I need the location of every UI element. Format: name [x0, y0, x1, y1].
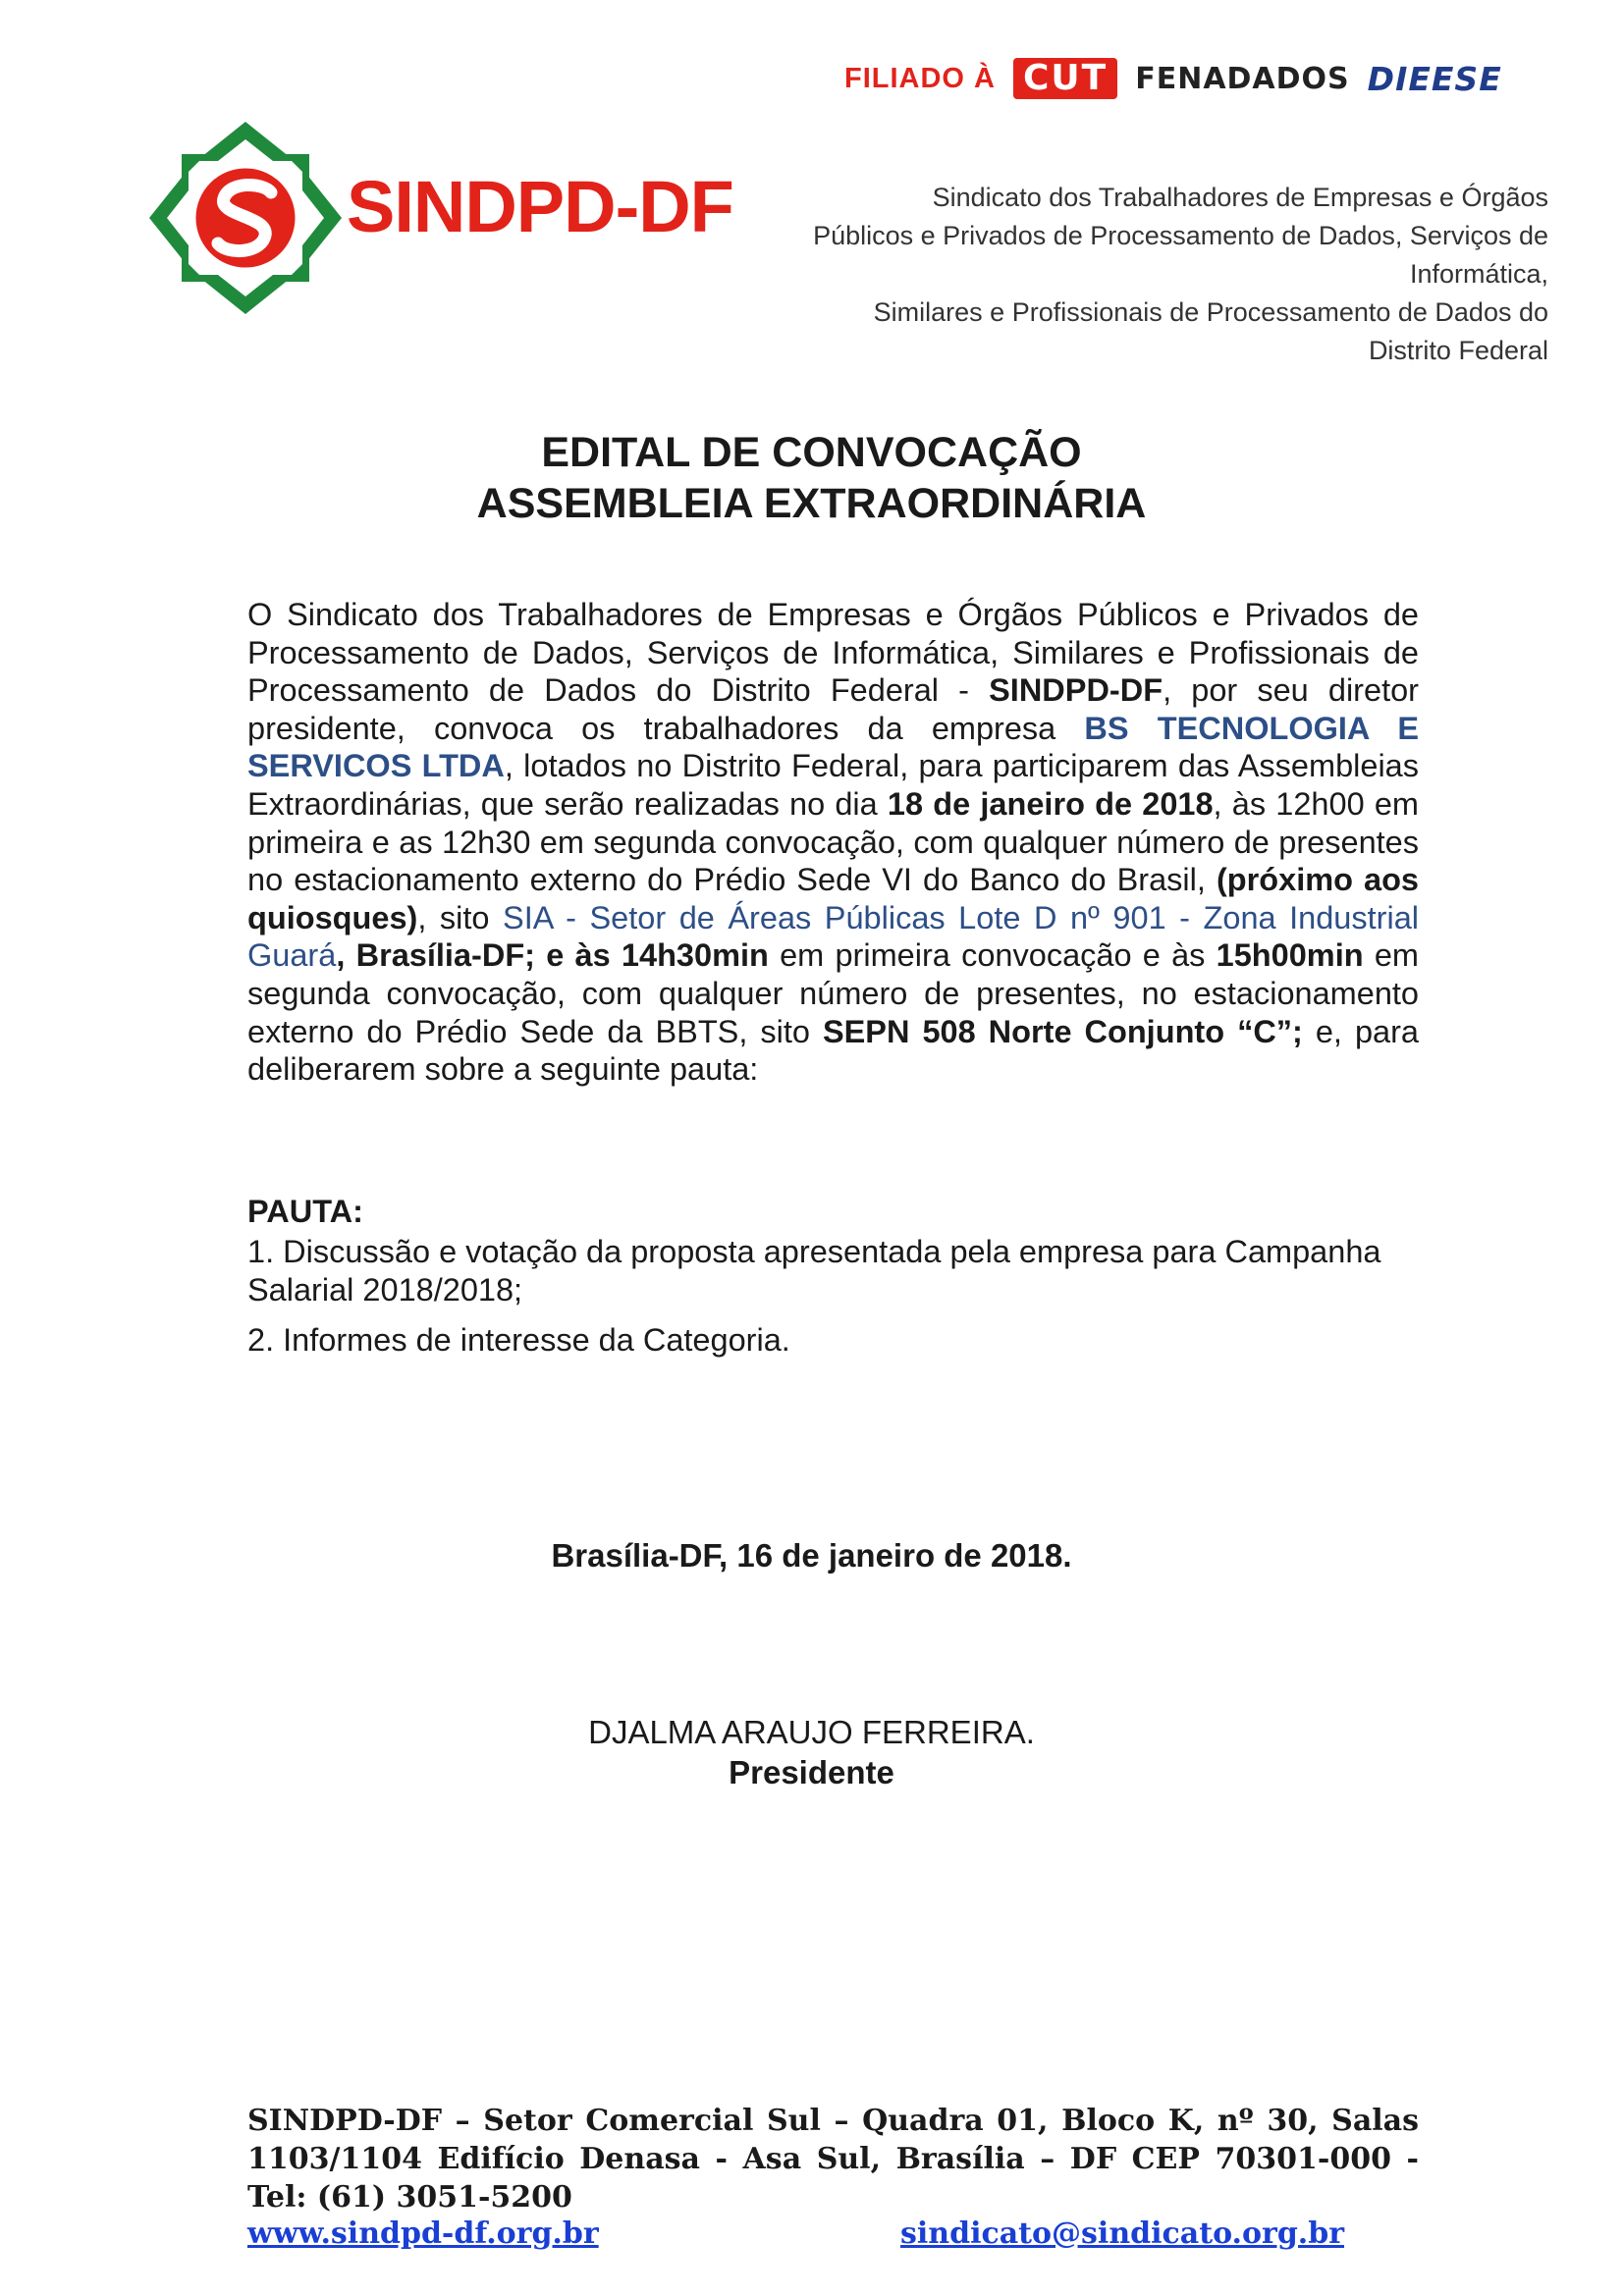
cut-logo: CUT: [1013, 58, 1117, 99]
body-text-segment: , às 12h00 em primeira e as 12h30 em segunda convocação, com qualquer número de presentes no estacionamento externo do Prédio Sede VI do Banco do Brasil,: [247, 785, 1419, 898]
body-text-segment: em primeira convocação e às: [768, 937, 1217, 974]
sindpd-emblem-icon: [147, 120, 344, 316]
convocation-paragraph: [247, 596, 1419, 1089]
union-name-line: Similares e Profissionais de Processamento de Dados do Distrito Federal: [873, 297, 1548, 365]
company-name: BS TECNOLOGIA E SERVICOS LTDA: [247, 710, 1419, 784]
body-text-segment: , por seu diretor presidente, convoca os trabalhadores da empresa: [247, 672, 1419, 746]
dieese-logo: DIEESE: [1367, 59, 1502, 98]
location-note: (próximo aos quiosques): [247, 862, 1420, 935]
body-text-segment: e, para deliberarem sobre a seguinte pauta:: [247, 1013, 1419, 1088]
signatory-name: DJALMA ARAUJO FERREIRA.: [588, 1714, 1035, 1750]
assembly-date: 18 de janeiro de 2018: [887, 785, 1214, 822]
body-text-segment: O Sindicato dos Trabalhadores de Empresas e Órgãos Públicos e Privados de Processamento de Dados, Serviços de Informática, Similares e Profissionais de Processamento de Dados do Distrito Federal -: [247, 597, 1419, 709]
address-sepn: SEPN 508 Norte Conjunto “C”;: [822, 1013, 1303, 1049]
email-link[interactable]: sindicato@sindicato.org.br: [900, 2216, 1345, 2251]
agenda-heading: PAUTA:: [247, 1194, 363, 1229]
document-title: [0, 427, 1623, 529]
footer-address: SINDPD-DF – Setor Comercial Sul – Quadra 01, Bloco K, nº 30, Salas 1103/1104 Edifício Denasa - Asa Sul, Brasília – DF CEP 70301-000 - Tel: (61) 3051-5200: [247, 2104, 1419, 2215]
union-name-line: Públicos e Privados de Processamento de Dados, Serviços de Informática,: [813, 221, 1548, 289]
union-name-line: Sindicato dos Trabalhadores de Empresas e Órgãos: [932, 183, 1548, 212]
body-text-segment: , lotados no Distrito Federal, para participarem das Assembleias Extraordinárias, que serão realizadas no dia: [247, 748, 1419, 822]
footer-links: [247, 2216, 1419, 2256]
union-short-name: SINDPD-DF: [989, 672, 1163, 709]
affiliation-label: FILIADO À: [844, 62, 996, 94]
logo-wordmark: SINDPD-DF: [347, 166, 733, 247]
website-link[interactable]: www.sindpd-df.org.br: [247, 2216, 599, 2251]
body-text-segment: , sito: [417, 899, 504, 935]
agenda-list: [247, 1233, 1419, 1372]
address-sia: SIA - Setor de Áreas Públicas Lote D nº 901 - Zona Industrial Guará: [247, 899, 1419, 974]
sindpd-logo: [147, 120, 736, 321]
title-line-1: EDITAL DE CONVOCAÇÃO: [541, 429, 1082, 476]
title-line-2: ASSEMBLEIA EXTRAORDINÁRIA: [476, 480, 1147, 527]
body-text-segment: em segunda convocação, com qualquer número de presentes, no estacionamento externo do Prédio Sede da BBTS, sito: [247, 937, 1419, 1049]
second-call-time: 15h00min: [1216, 937, 1364, 974]
agenda-item: 2. Informes de interesse da Categoria.: [247, 1322, 790, 1359]
affiliations-bar: [844, 55, 1566, 102]
city-and-time: , Brasília-DF; e às 14h30min: [336, 937, 769, 974]
fenadados-logo: FENADADOS: [1135, 61, 1350, 96]
union-full-name: [802, 179, 1548, 370]
agenda-item: 1. Discussão e votação da proposta apresentada pela empresa para Campanha Salarial 2018/2018;: [247, 1234, 1381, 1308]
signatory-role: Presidente: [729, 1754, 894, 1790]
signature-date: Brasília-DF, 16 de janeiro de 2018.: [551, 1537, 1072, 1574]
